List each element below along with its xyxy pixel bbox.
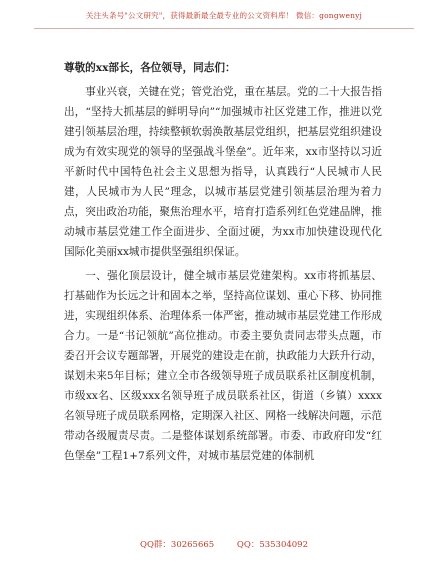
footer-qq-group: QQ群：30265665	[139, 540, 215, 550]
salutation: 尊敬的xx部长，各位领导，同志们：	[64, 62, 236, 74]
document-body	[64, 58, 382, 470]
header-banner	[34, 6, 414, 29]
paragraph-section-one: 一、强化顶层设计，健全城市基层党建架构。xx市将抓基层、打基础作为长远之计和固本之举，坚持高位谋划、重心下移、协同推进，实现组织体系、治理体系一体严密，推动城市基层党建工作形成合力。一是“书记领航”高位推动。市委主要负责同志带头点题，市委召开会议专题部署，开展党的建设走在前，执政能力大跃升行动，谋划未来5年目标；建立全市各级领导班子成员联系社区制度机制，市级xx名、区级xxx名领导班子成员联系社区，街道（乡镇）xxxx名领导班子成员联系网格，定期深入社区、网格一线解决问题，示范带动各级履责尽责。二是整体谋划系统部署。市委、市政府印发“红色堡垒”工程1+7系列文件，对城市基层党建的体制机	[64, 270, 382, 462]
banner-text: 关注头条号"公文研究"，获得最新最全最专业的公文资料库！ 微信：gongwenyj	[85, 11, 363, 20]
paragraph-intro: 事业兴衰，关键在党；管党治党，重在基层。党的二十大报告指出，“坚持大抓基层的鲜明导向”“加强城市社区党建工作，推进以党建引领基层治理，持续整顿软弱涣散基层党组织，把基层党组织建设成为有效实现党的领导的坚强战斗堡垒”。近年来，xx市坚持以习近平新时代中国特色社会主义思想为指导，认真践行“人民城市人民建，人民城市为人民”理念，以城市基层党建引领基层治理为着力点，突出政治功能，聚焦治理水平，培育打造系列红色党建品牌，推动城市基层党建工作全面进步、全面过硬，为xx市加快建设现代化国际化美丽xx城市提供坚强组织保证。	[64, 86, 382, 258]
footer-contact	[0, 538, 448, 550]
footer-qq: QQ：535304092	[236, 540, 308, 550]
